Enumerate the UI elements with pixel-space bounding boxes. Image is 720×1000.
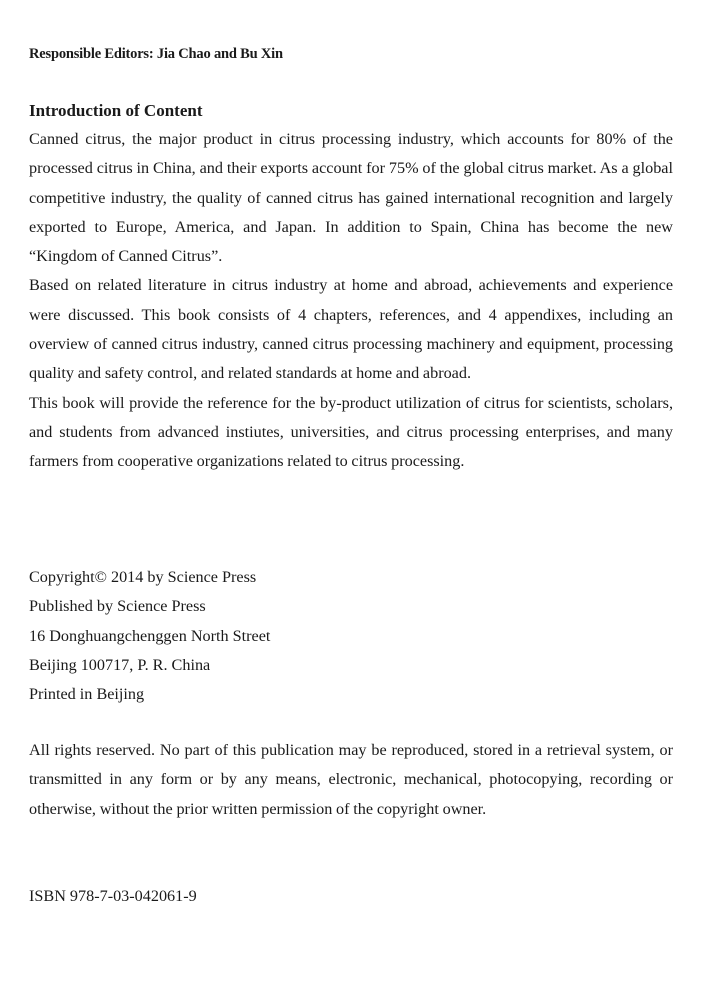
address-street: 16 Donghuangchenggen North Street [29, 626, 271, 645]
intro-paragraph-3: This book will provide the reference for the by-product utilization of citrus for scientists, scholars, and students from advanced instiutes, universities, and citrus processing enterprises, and many farmers from cooperative organizations related to citrus processing. [29, 393, 673, 471]
intro-paragraph-1: Canned citrus, the major product in citrus processing industry, which accounts for 80% of the processed citrus in China, and their exports account for 75% of the global citrus market. As a global competitive industry, the quality of canned citrus has gained international recognition and largely exported to Europe, America, and Japan. In addition to Spain, China has become the new “Kingdom of Canned Citrus”. [29, 130, 673, 266]
copyright-notice: Copyright© 2014 by Science Press [29, 568, 257, 586]
printed-location: Printed in Beijing [29, 685, 145, 704]
copyright-block [29, 563, 673, 709]
copyright-page [29, 0, 673, 1000]
introduction-heading: Introduction of Content [29, 101, 203, 120]
rights-statement: All rights reserved. No part of this publication may be reproduced, stored in a retrieval system, or transmitted in any form or by any means, electronic, mechanical, photocopying, recording or otherwise, without the prior written permission of the copyright owner. [29, 741, 673, 818]
introduction-body [29, 125, 673, 477]
responsible-editors: Responsible Editors: Jia Chao and Bu Xin [29, 46, 283, 62]
publisher-line: Published by Science Press [29, 597, 206, 616]
address-city: Beijing 100717, P. R. China [29, 655, 211, 674]
isbn-number: ISBN 978-7-03-042061-9 [29, 887, 197, 905]
intro-paragraph-2: Based on related literature in citrus industry at home and abroad, achievements and experience were discussed. This book consists of 4 chapters, references, and 4 appendixes, including an overview of canned citrus industry, canned citrus processing machinery and equipment, processing quality and safety control, and related standards at home and abroad. [29, 276, 673, 383]
